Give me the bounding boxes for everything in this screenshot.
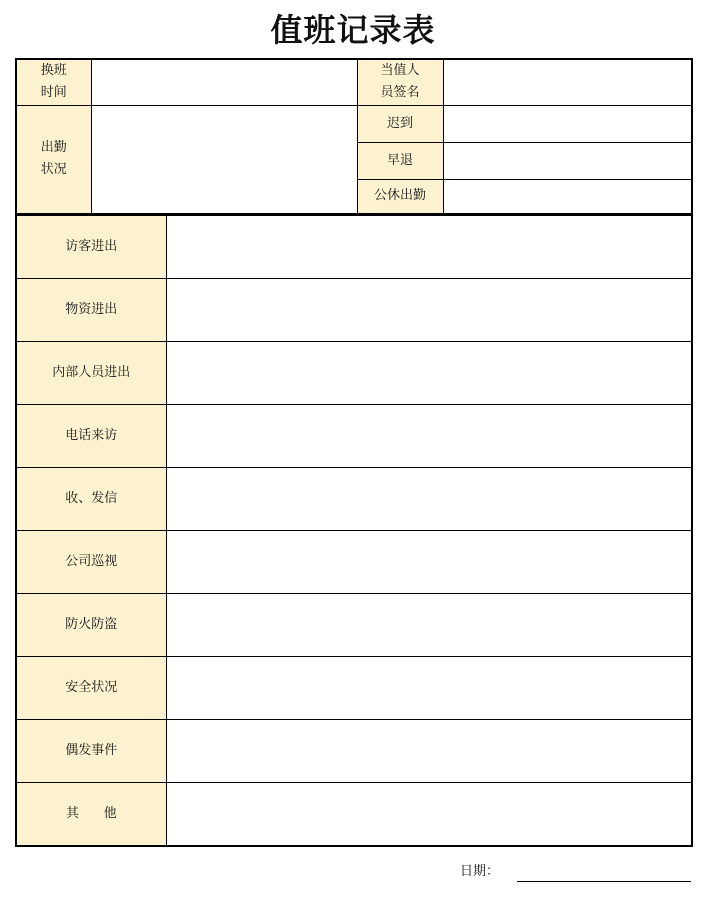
date-field[interactable] bbox=[517, 881, 691, 882]
shift-time-label bbox=[16, 59, 91, 105]
early-leave-field[interactable] bbox=[443, 142, 692, 179]
record-table bbox=[15, 214, 693, 847]
shift-time-field[interactable] bbox=[91, 59, 357, 105]
row-label: 安全状况 bbox=[16, 657, 166, 720]
table-row bbox=[16, 657, 692, 720]
row-content-field[interactable] bbox=[166, 594, 692, 657]
table-row bbox=[16, 594, 692, 657]
attendance-label bbox=[16, 105, 91, 214]
attendance-label-line1: 出勤 bbox=[40, 140, 67, 156]
header-table bbox=[15, 58, 693, 215]
table-row bbox=[16, 279, 692, 342]
row-content-field[interactable] bbox=[166, 531, 692, 594]
row-label: 物资进出 bbox=[16, 279, 166, 342]
row-label: 防火防盗 bbox=[16, 594, 166, 657]
row-content-field[interactable] bbox=[166, 279, 692, 342]
row-content-field[interactable] bbox=[166, 342, 692, 405]
row-content-field[interactable] bbox=[166, 720, 692, 783]
late-label: 迟到 bbox=[357, 105, 443, 142]
row-label: 内部人员进出 bbox=[16, 342, 166, 405]
shift-time-label-line2: 时间 bbox=[40, 85, 67, 101]
on-duty-signature-label-line2: 员签名 bbox=[380, 85, 420, 101]
row-label: 公司巡视 bbox=[16, 531, 166, 594]
table-row bbox=[16, 720, 692, 783]
on-duty-signature-field[interactable] bbox=[443, 59, 692, 105]
shift-time-label-line1: 换班 bbox=[40, 63, 67, 79]
table-row bbox=[16, 468, 692, 531]
table-row bbox=[16, 405, 692, 468]
holiday-attendance-label: 公休出勤 bbox=[357, 179, 443, 214]
row-content-field[interactable] bbox=[166, 783, 692, 847]
attendance-label-line2: 状况 bbox=[40, 162, 67, 178]
row-content-field[interactable] bbox=[166, 405, 692, 468]
date-area bbox=[460, 860, 691, 884]
table-row bbox=[16, 215, 692, 279]
page-title: 值班记录表 bbox=[270, 11, 436, 49]
early-leave-label: 早退 bbox=[357, 142, 443, 179]
attendance-field[interactable] bbox=[91, 105, 357, 214]
row-label: 其 他 bbox=[16, 783, 166, 847]
on-duty-signature-label bbox=[357, 59, 443, 105]
holiday-attendance-field[interactable] bbox=[443, 179, 692, 214]
row-content-field[interactable] bbox=[166, 468, 692, 531]
row-label: 电话来访 bbox=[16, 405, 166, 468]
date-label: 日期： bbox=[460, 864, 500, 879]
on-duty-signature-label-line1: 当值人 bbox=[380, 63, 420, 79]
table-row bbox=[16, 531, 692, 594]
table-row bbox=[16, 783, 692, 847]
row-label: 访客进出 bbox=[16, 215, 166, 279]
table-row bbox=[16, 342, 692, 405]
row-label: 收、发信 bbox=[16, 468, 166, 531]
row-content-field[interactable] bbox=[166, 215, 692, 279]
late-field[interactable] bbox=[443, 105, 692, 142]
row-label: 偶发事件 bbox=[16, 720, 166, 783]
row-content-field[interactable] bbox=[166, 657, 692, 720]
